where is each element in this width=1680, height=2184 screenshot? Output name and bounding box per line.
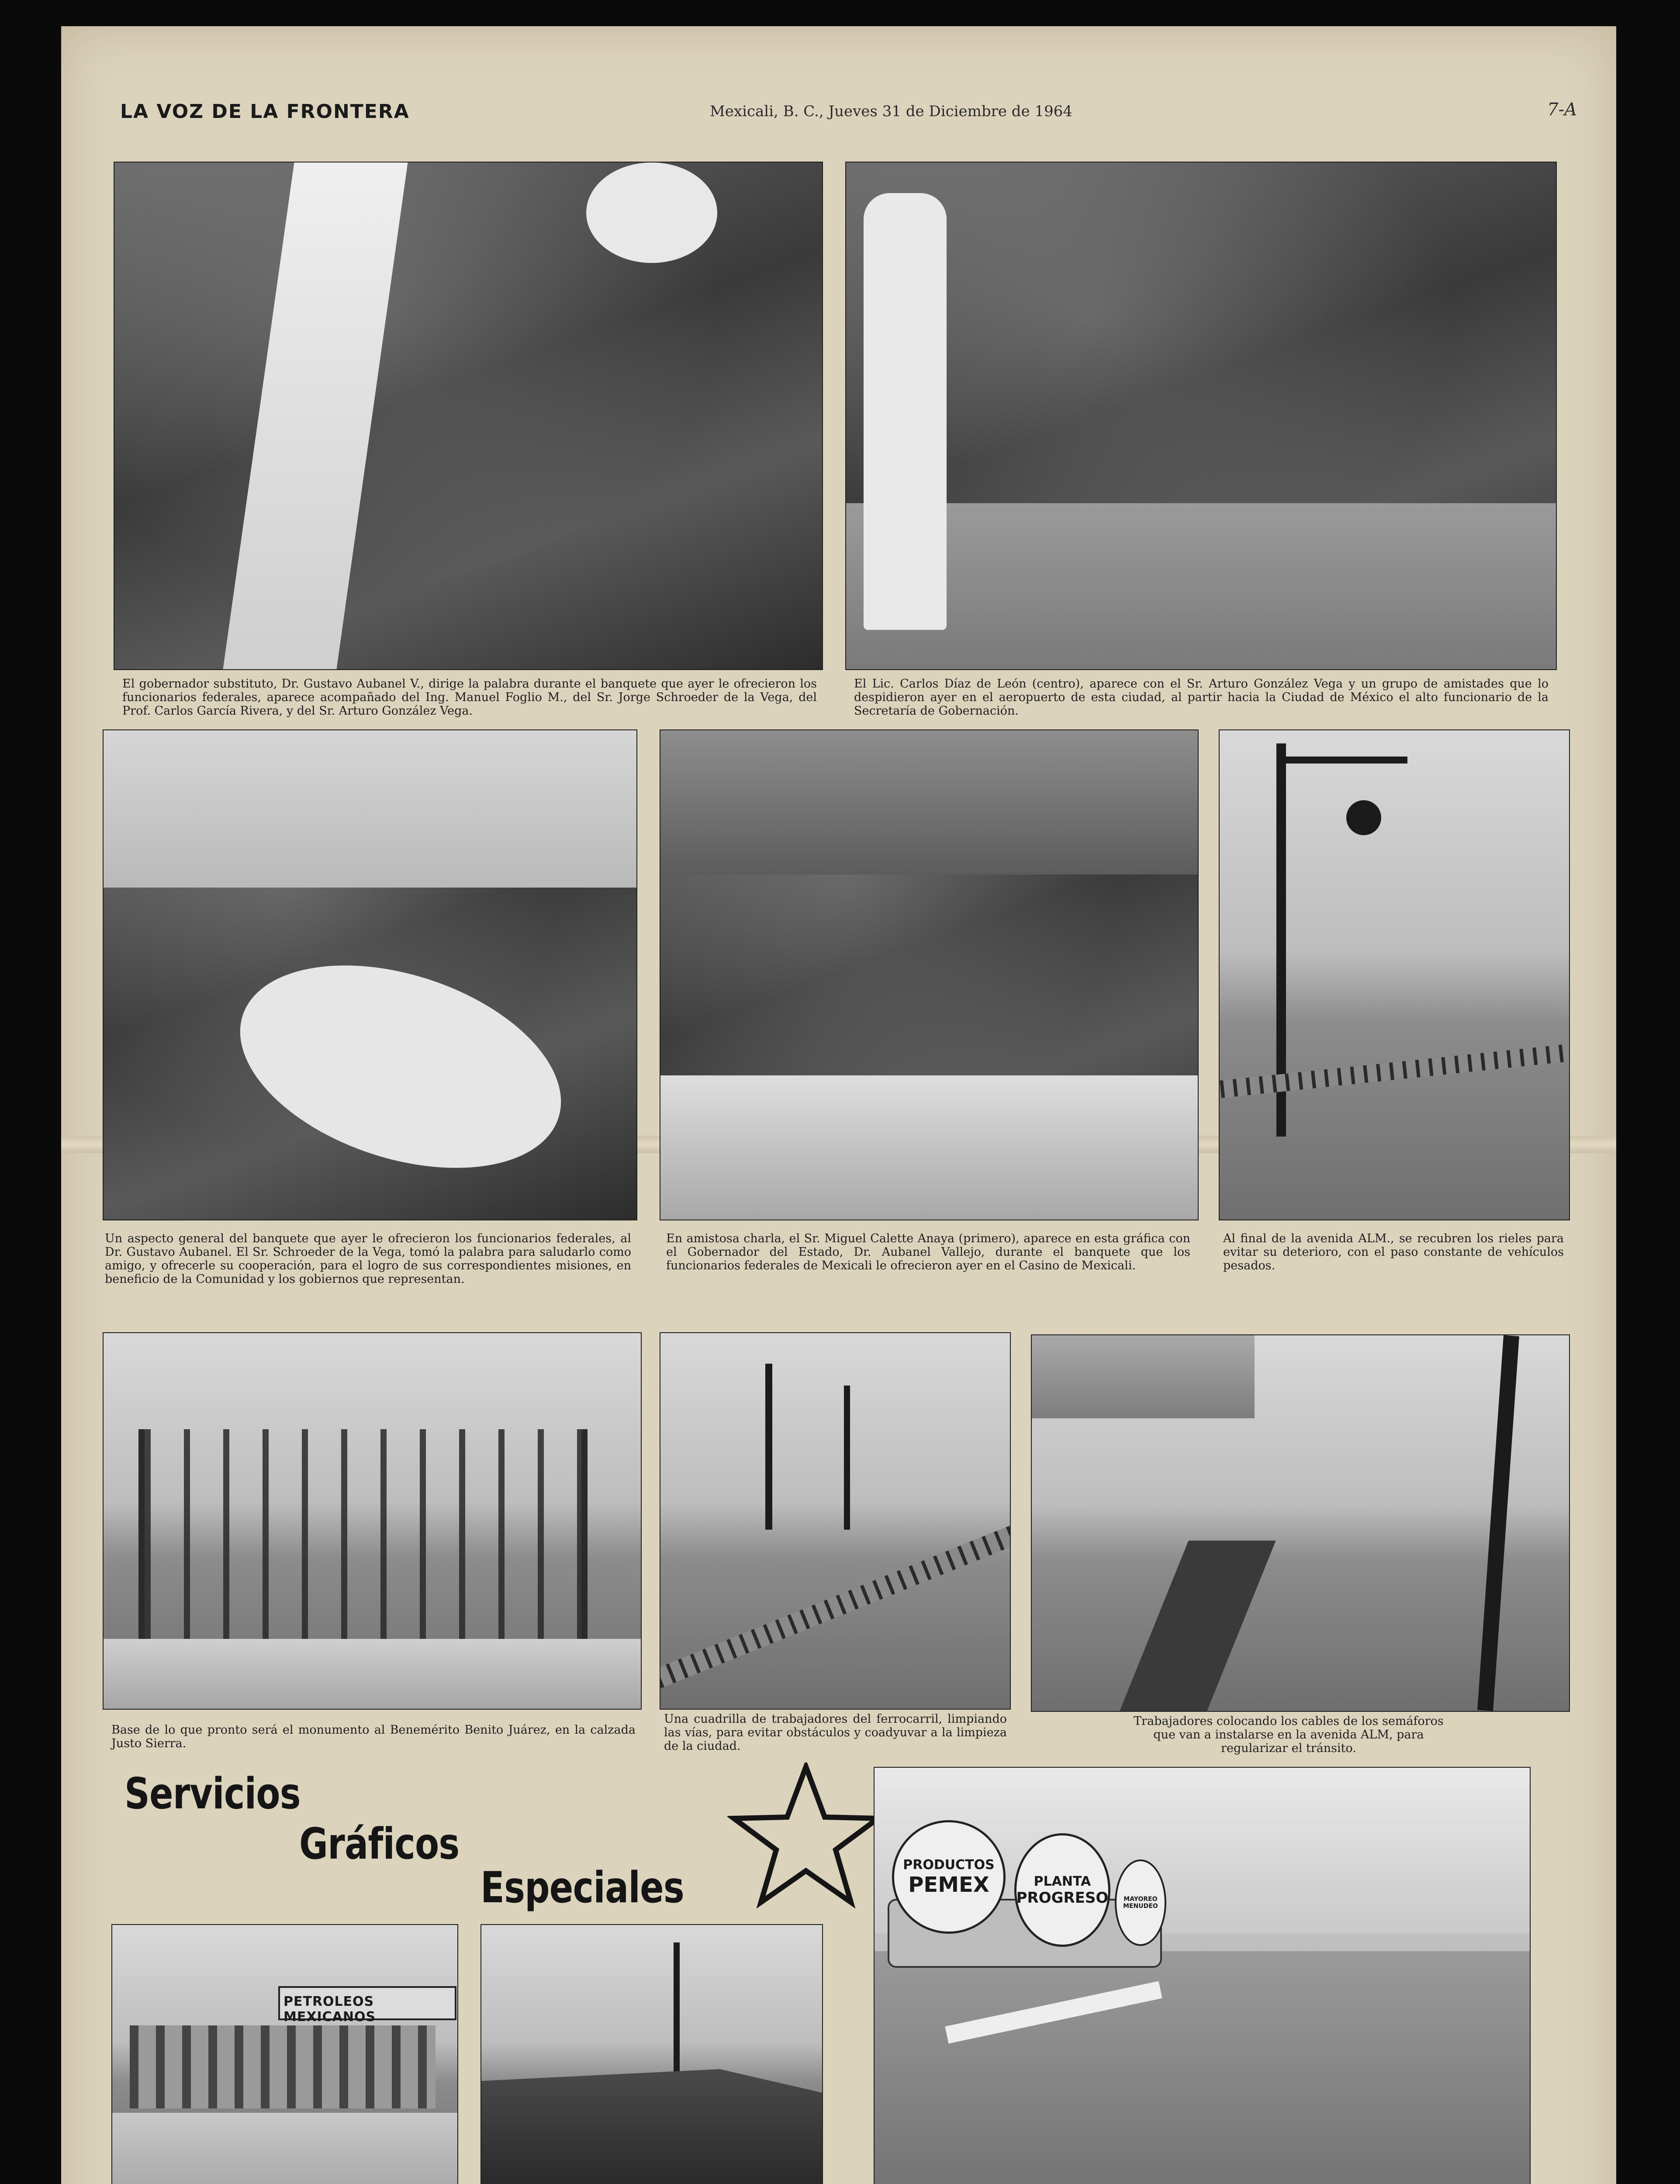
headline-servicios: Servicios	[124, 1769, 301, 1819]
headline-graficos: Gráficos	[299, 1819, 460, 1869]
photo-gasol-mex	[874, 1767, 1531, 2184]
photo-cuadrilla	[660, 1332, 1011, 1710]
pemex-sign	[892, 1820, 1006, 1934]
caption-semaforos: Trabajadores colocando los cables de los semáforos que van a instalarse en la avenida ALM, para regularizar el tránsito.	[1134, 1714, 1444, 1755]
photo-semaforos	[1031, 1334, 1570, 1712]
caption-monumento: Base de lo que pronto será el monumento al Benemérito Benito Juárez, en la calzada Justo Sierra.	[111, 1723, 636, 1750]
caption-amistosa-charla: En amistosa charla, el Sr. Miguel Calette Anaya (primero), aparece en esta gráfica con el Gobernador del Estado, Dr. Aubanel Vallejo, durante el banquete que los funcionarios federales de Mexicali le ofrecieron ayer en el Casino de Mexicali.	[666, 1232, 1190, 1272]
caption-banquete-gobernador: El gobernador substituto, Dr. Gustavo Aubanel V., dirige la palabra durante el banquete que ayer le ofrecieron los funcionarios federales, aparece acompañado del Ing. Manuel Foglio M., del Sr. Jorge Schroeder de la Vega, del Prof. Carlos García Rivera, y del Sr. Arturo González Vega.	[122, 677, 817, 718]
photo-amistosa-charla	[660, 729, 1199, 1220]
photo-aeropuerto	[845, 162, 1557, 670]
caption-avenida-alm: Al final de la avenida ALM., se recubren los rieles para evitar su deterioro, con el paso constante de vehículos pesados.	[1223, 1232, 1564, 1272]
mayoreo-sign	[1115, 1859, 1166, 1946]
photo-monumento	[103, 1332, 642, 1710]
newspaper-page	[61, 26, 1616, 2184]
photo-pemex-edificio	[111, 1924, 458, 2184]
mayoreo-sign-line2: MENUDEO	[1123, 1903, 1158, 1910]
planta-sign	[1014, 1833, 1110, 1947]
headline-especiales: Especiales	[480, 1863, 684, 1913]
caption-aeropuerto: El Lic. Carlos Díaz de León (centro), aparece con el Sr. Arturo González Vega y un grupo de amistades que lo despidieron ayer en el aeropuerto de esta ciudad, al partir hacia la Ciudad de México el alto funcionario de la Secretaría de Gobernación.	[854, 677, 1549, 718]
petroleos-sign-text: PETROLEOS MEXICANOS	[283, 1994, 376, 2025]
photo-aspecto-general	[103, 729, 637, 1220]
masthead: LA VOZ DE LA FRONTERA	[120, 100, 410, 123]
photo-pavimentacion	[480, 1924, 823, 2184]
star-icon	[727, 1762, 885, 1911]
photo-avenida-alm	[1219, 729, 1570, 1220]
planta-sign-line1: PLANTA	[1034, 1873, 1091, 1889]
page-number: 7-A	[1547, 100, 1577, 120]
planta-sign-line2: PROGRESO	[1016, 1889, 1109, 1907]
pemex-sign-line1: PRODUCTOS	[903, 1857, 995, 1873]
dateline: Mexicali, B. C., Jueves 31 de Diciembre de 1964	[709, 103, 1073, 120]
pemex-sign-line2: PEMEX	[908, 1872, 989, 1897]
caption-aspecto-general: Un aspecto general del banquete que ayer le ofrecieron los funcionarios federales, al Dr. Gustavo Aubanel. El Sr. Schroeder de la Vega, tomó la palabra para saludarlo como amigo, y ofrecerle su cooperación, para el logro de sus correspondientes misiones, en beneficio de la Comunidad y los gobiernos que representan.	[105, 1232, 631, 1286]
caption-cuadrilla: Una cuadrilla de trabajadores del ferrocarril, limpiando las vías, para evitar obstáculos y coadyuvar a la limpieza de la ciudad.	[664, 1712, 1007, 1753]
photo-banquete-gobernador	[114, 162, 823, 670]
mayoreo-sign-line1: MAYOREO	[1123, 1896, 1158, 1903]
